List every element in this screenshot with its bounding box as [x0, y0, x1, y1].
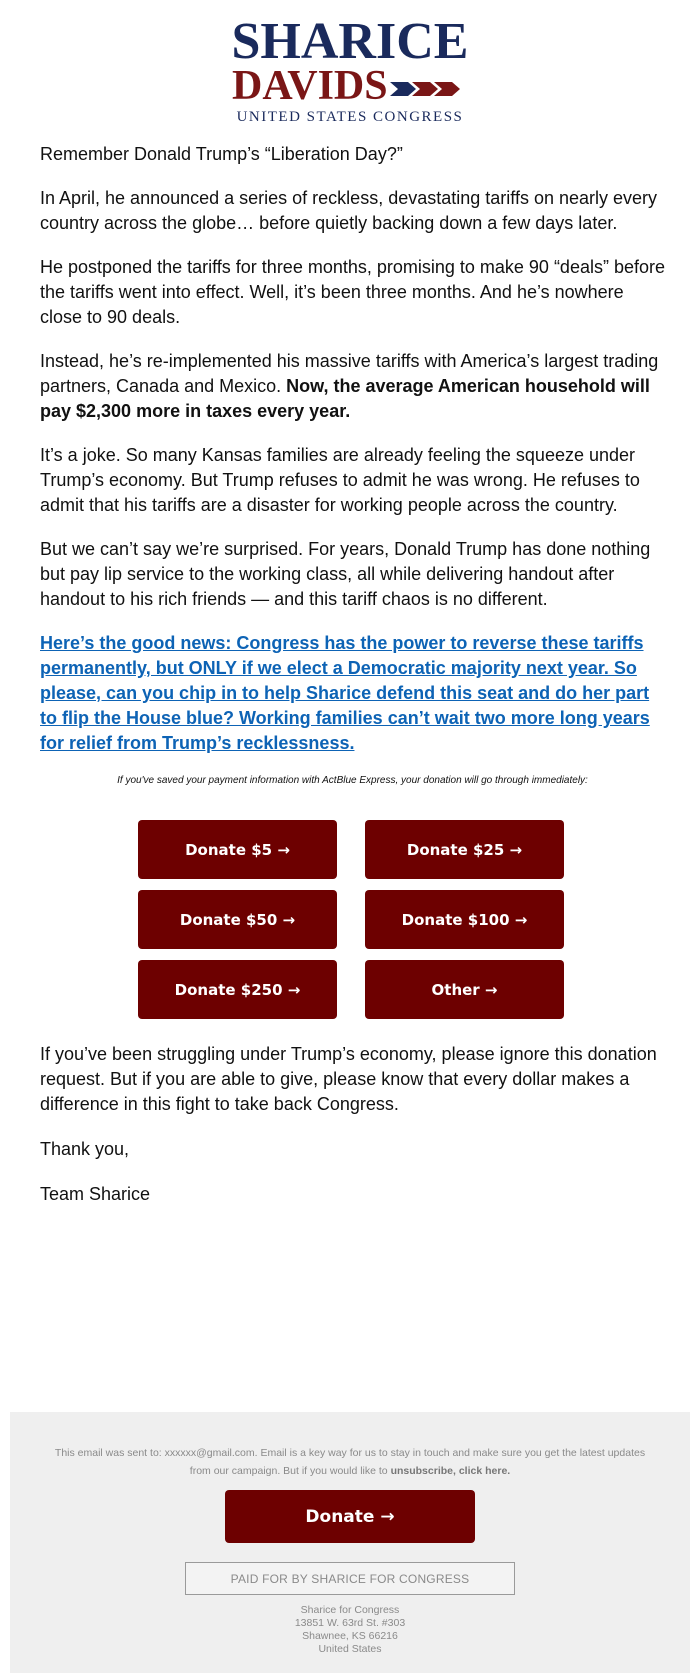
- donate-5-button[interactable]: Donate $5 →: [138, 820, 337, 879]
- paragraph-4-bold: Now, the average American household will pay $2,300 more in taxes every year.: [40, 376, 650, 421]
- paragraph-4-text: Instead, he’s re-implemented his massive tariffs with America’s largest trading partners, Canada and Mexico.: [40, 351, 659, 396]
- logo-line-davids-row: [0, 63, 700, 109]
- footer-note: [50, 1444, 650, 1480]
- footer-note-text: This email was sent to: xxxxxx@gmail.com. Email is a key way for us to stay in touch and make sure you get the latest updates from our campaign. But if you would like to: [54, 1447, 646, 1477]
- logo-line-sharice: SHARICE: [231, 13, 469, 70]
- sign-off: Thank you,: [40, 1139, 130, 1159]
- signature: Team Sharice: [40, 1184, 151, 1204]
- paragraph-5: It’s a joke. So many Kansas families are already feeling the squeeze under Trump’s economy. But Trump refuses to admit he was wrong. He refuses to admit that his tariffs are a disaster for working people across the country.: [40, 445, 640, 515]
- paragraph-6: But we can’t say we’re surprised. For years, Donald Trump has done nothing but pay lip service to the working class, all while delivering handout after handout to his rich friends — and this tariff chaos is no different.: [40, 539, 651, 609]
- paragraph-1: Remember Donald Trump’s “Liberation Day?”: [40, 144, 403, 164]
- cta-paragraph: [40, 631, 665, 756]
- paid-for-disclaimer: PAID FOR BY SHARICE FOR CONGRESS: [185, 1562, 515, 1595]
- unsubscribe-link[interactable]: unsubscribe, click here.: [390, 1465, 511, 1477]
- email-body: [40, 142, 665, 775]
- email-footer: [10, 1412, 690, 1673]
- footer-donate-button[interactable]: Donate →: [225, 1490, 475, 1543]
- chevron-arrows-icon: [390, 78, 470, 100]
- closing-text: [40, 1042, 665, 1227]
- donate-100-button[interactable]: Donate $100 →: [365, 890, 564, 949]
- paragraph-3: He postponed the tariffs for three months, promising to make 90 “deals” before the tariffs went into effect. Well, it’s been three months. And he’s nowhere close to 90 deals.: [40, 257, 665, 327]
- donate-50-button[interactable]: Donate $50 →: [138, 890, 337, 949]
- donate-25-button[interactable]: Donate $25 →: [365, 820, 564, 879]
- closing-paragraph: If you’ve been struggling under Trump’s economy, please ignore this donation request. But if you are able to give, please know that every dollar makes a difference in this fight to take back Congress.: [40, 1044, 657, 1114]
- logo-line-congress: UNITED STATES CONGRESS: [236, 109, 464, 125]
- donate-other-button[interactable]: Other →: [365, 960, 564, 1019]
- logo-line-davids: DAVIDS: [232, 63, 388, 109]
- address-line: United States: [318, 1643, 382, 1655]
- paragraph-4: [40, 349, 665, 424]
- address-line: Shawnee, KS 66216: [302, 1630, 398, 1642]
- address-line: 13851 W. 63rd St. #303: [294, 1617, 406, 1629]
- paragraph-2: In April, he announced a series of reckless, devastating tariffs on nearly every country across the globe… before quietly backing down a few days later.: [40, 188, 658, 233]
- campaign-logo: [0, 13, 700, 128]
- actblue-express-note: If you've saved your payment information with ActBlue Express, your donation will go through immediately:: [117, 775, 588, 786]
- donate-250-button[interactable]: Donate $250 →: [138, 960, 337, 1019]
- mailing-address: [10, 1604, 690, 1656]
- cta-link[interactable]: Here’s the good news: Congress has the power to reverse these tariffs permanently, but ONLY if we elect a Democratic majority next year. So please, can you chip in to help Sharice defend this seat and do her part to flip the House blue? Working families can’t wait two more long years for relief from Trump’s recklessness.: [40, 633, 650, 753]
- address-line: Sharice for Congress: [300, 1604, 400, 1616]
